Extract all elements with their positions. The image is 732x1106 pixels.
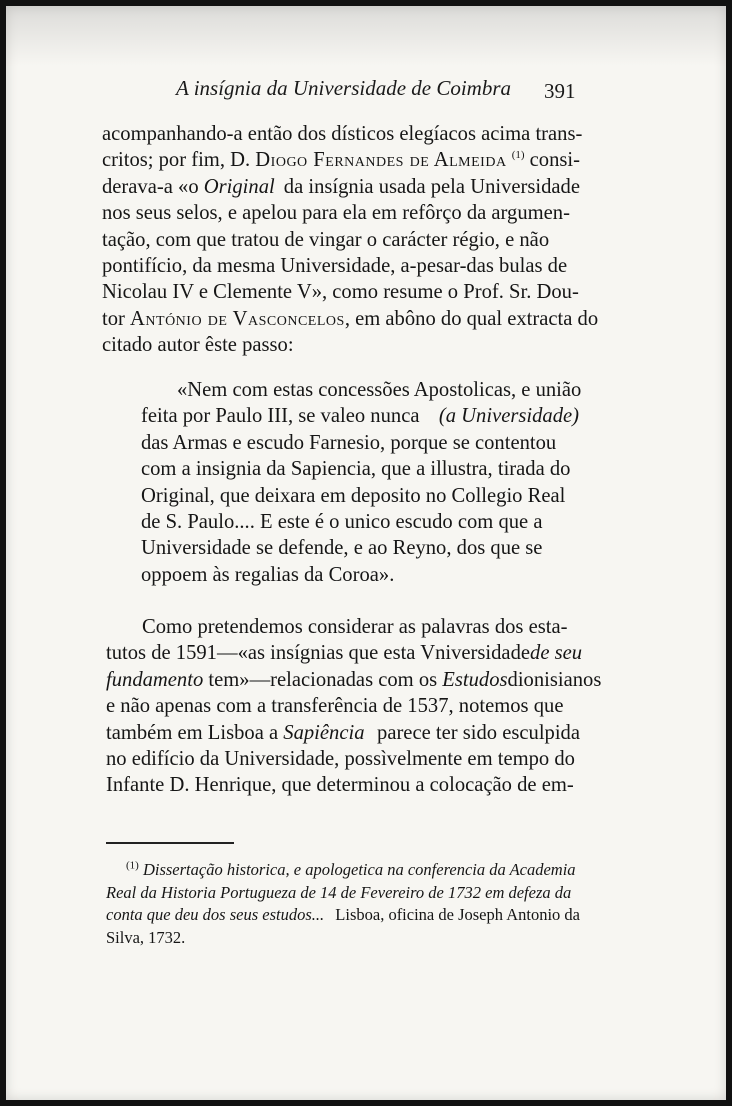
text-line: tor António de Vasconcelos , em abôno do qual extracta do bbox=[102, 307, 599, 330]
page-number: 391 bbox=[544, 79, 576, 103]
text-line: Como pretendemos considerar as palavras dos esta- bbox=[142, 616, 568, 638]
text-line: nos seus selos, e apelou para ela em refôrço da argumen- bbox=[102, 202, 570, 225]
text-line: e não apenas com a transferência de 1537, notemos que bbox=[106, 695, 564, 718]
text-line: tação, com que tratou de vingar o carácter régio, e não bbox=[102, 228, 550, 251]
author-name: Diogo Fernandes de Almeida bbox=[255, 149, 507, 172]
text-line: fundamento tem»—relacionadas com os Estudos dionisianos bbox=[106, 668, 602, 691]
text-line: Original, que deixara em deposito no Collegio Real bbox=[141, 484, 566, 507]
text-line: de S. Paulo.... E este é o unico escudo com que a bbox=[141, 510, 543, 533]
text-line: com a insignia da Sapiencia, que a illustra, tirada do bbox=[141, 458, 571, 481]
text-line: conta que deu dos seus estudos... Lisboa, oficina de Joseph Antonio da bbox=[106, 905, 580, 924]
text-line: Nicolau IV e Clemente V», como resume o Prof. Sr. Dou- bbox=[102, 281, 579, 304]
text-line: citado autor êste passo: bbox=[102, 334, 294, 357]
text-line: acompanhando-a então dos dísticos elegíacos acima trans- bbox=[102, 123, 583, 145]
text-line: «Nem com estas concessões Apostolicas, e união bbox=[177, 379, 582, 401]
text-line: das Armas e escudo Farnesio, porque se contentou bbox=[141, 431, 557, 454]
text-line: Universidade se defende, e ao Reyno, dos que se bbox=[141, 537, 543, 560]
text-line: derava-a «o Original da insígnia usada pela Universidade bbox=[102, 175, 580, 198]
text-line: Silva, 1732. bbox=[106, 927, 186, 947]
block-quote bbox=[141, 377, 582, 588]
book-page bbox=[6, 6, 726, 1100]
text-line: oppoem às regalias da Coroa». bbox=[141, 563, 395, 586]
text-line: no edifício da Universidade, possìvelmente em tempo do bbox=[106, 747, 575, 770]
paragraph-1 bbox=[102, 121, 599, 359]
text-line: também em Lisboa a Sapiência parece ter sido esculpida bbox=[106, 721, 580, 744]
text-line: pontifício, da mesma Universidade, a-pesar-das bulas de bbox=[102, 254, 568, 277]
running-title: A insígnia da Universidade de Coimbra bbox=[176, 76, 512, 100]
text-line: feita por Paulo III, se valeo nunca (a Universidade) bbox=[141, 405, 579, 428]
scan-shading bbox=[6, 6, 726, 66]
author-name: António de Vasconcelos bbox=[130, 307, 345, 330]
text-line: $^{(1)}$ Dissertação historica, e apologetica na conferencia da Academia bbox=[126, 859, 576, 879]
text-line: Real da Historia Portugueza de 14 de Fevereiro de 1732 em defeza da bbox=[106, 882, 572, 902]
text-line: tutos de 1591—«as insígnias que esta Vniversidade de seu bbox=[106, 642, 583, 665]
footnote-ref: (1) bbox=[511, 149, 525, 162]
footnote bbox=[106, 859, 580, 949]
text-line: Infante D. Henrique, que determinou a colocação de em- bbox=[106, 774, 574, 797]
footnote-rule bbox=[106, 842, 234, 844]
footnote-marker: (1) bbox=[126, 859, 139, 872]
text-line: critos; por fim, D. Diogo Fernandes de Almeida $^{(1)}$ consi- bbox=[102, 149, 580, 172]
paragraph-2 bbox=[106, 614, 602, 799]
